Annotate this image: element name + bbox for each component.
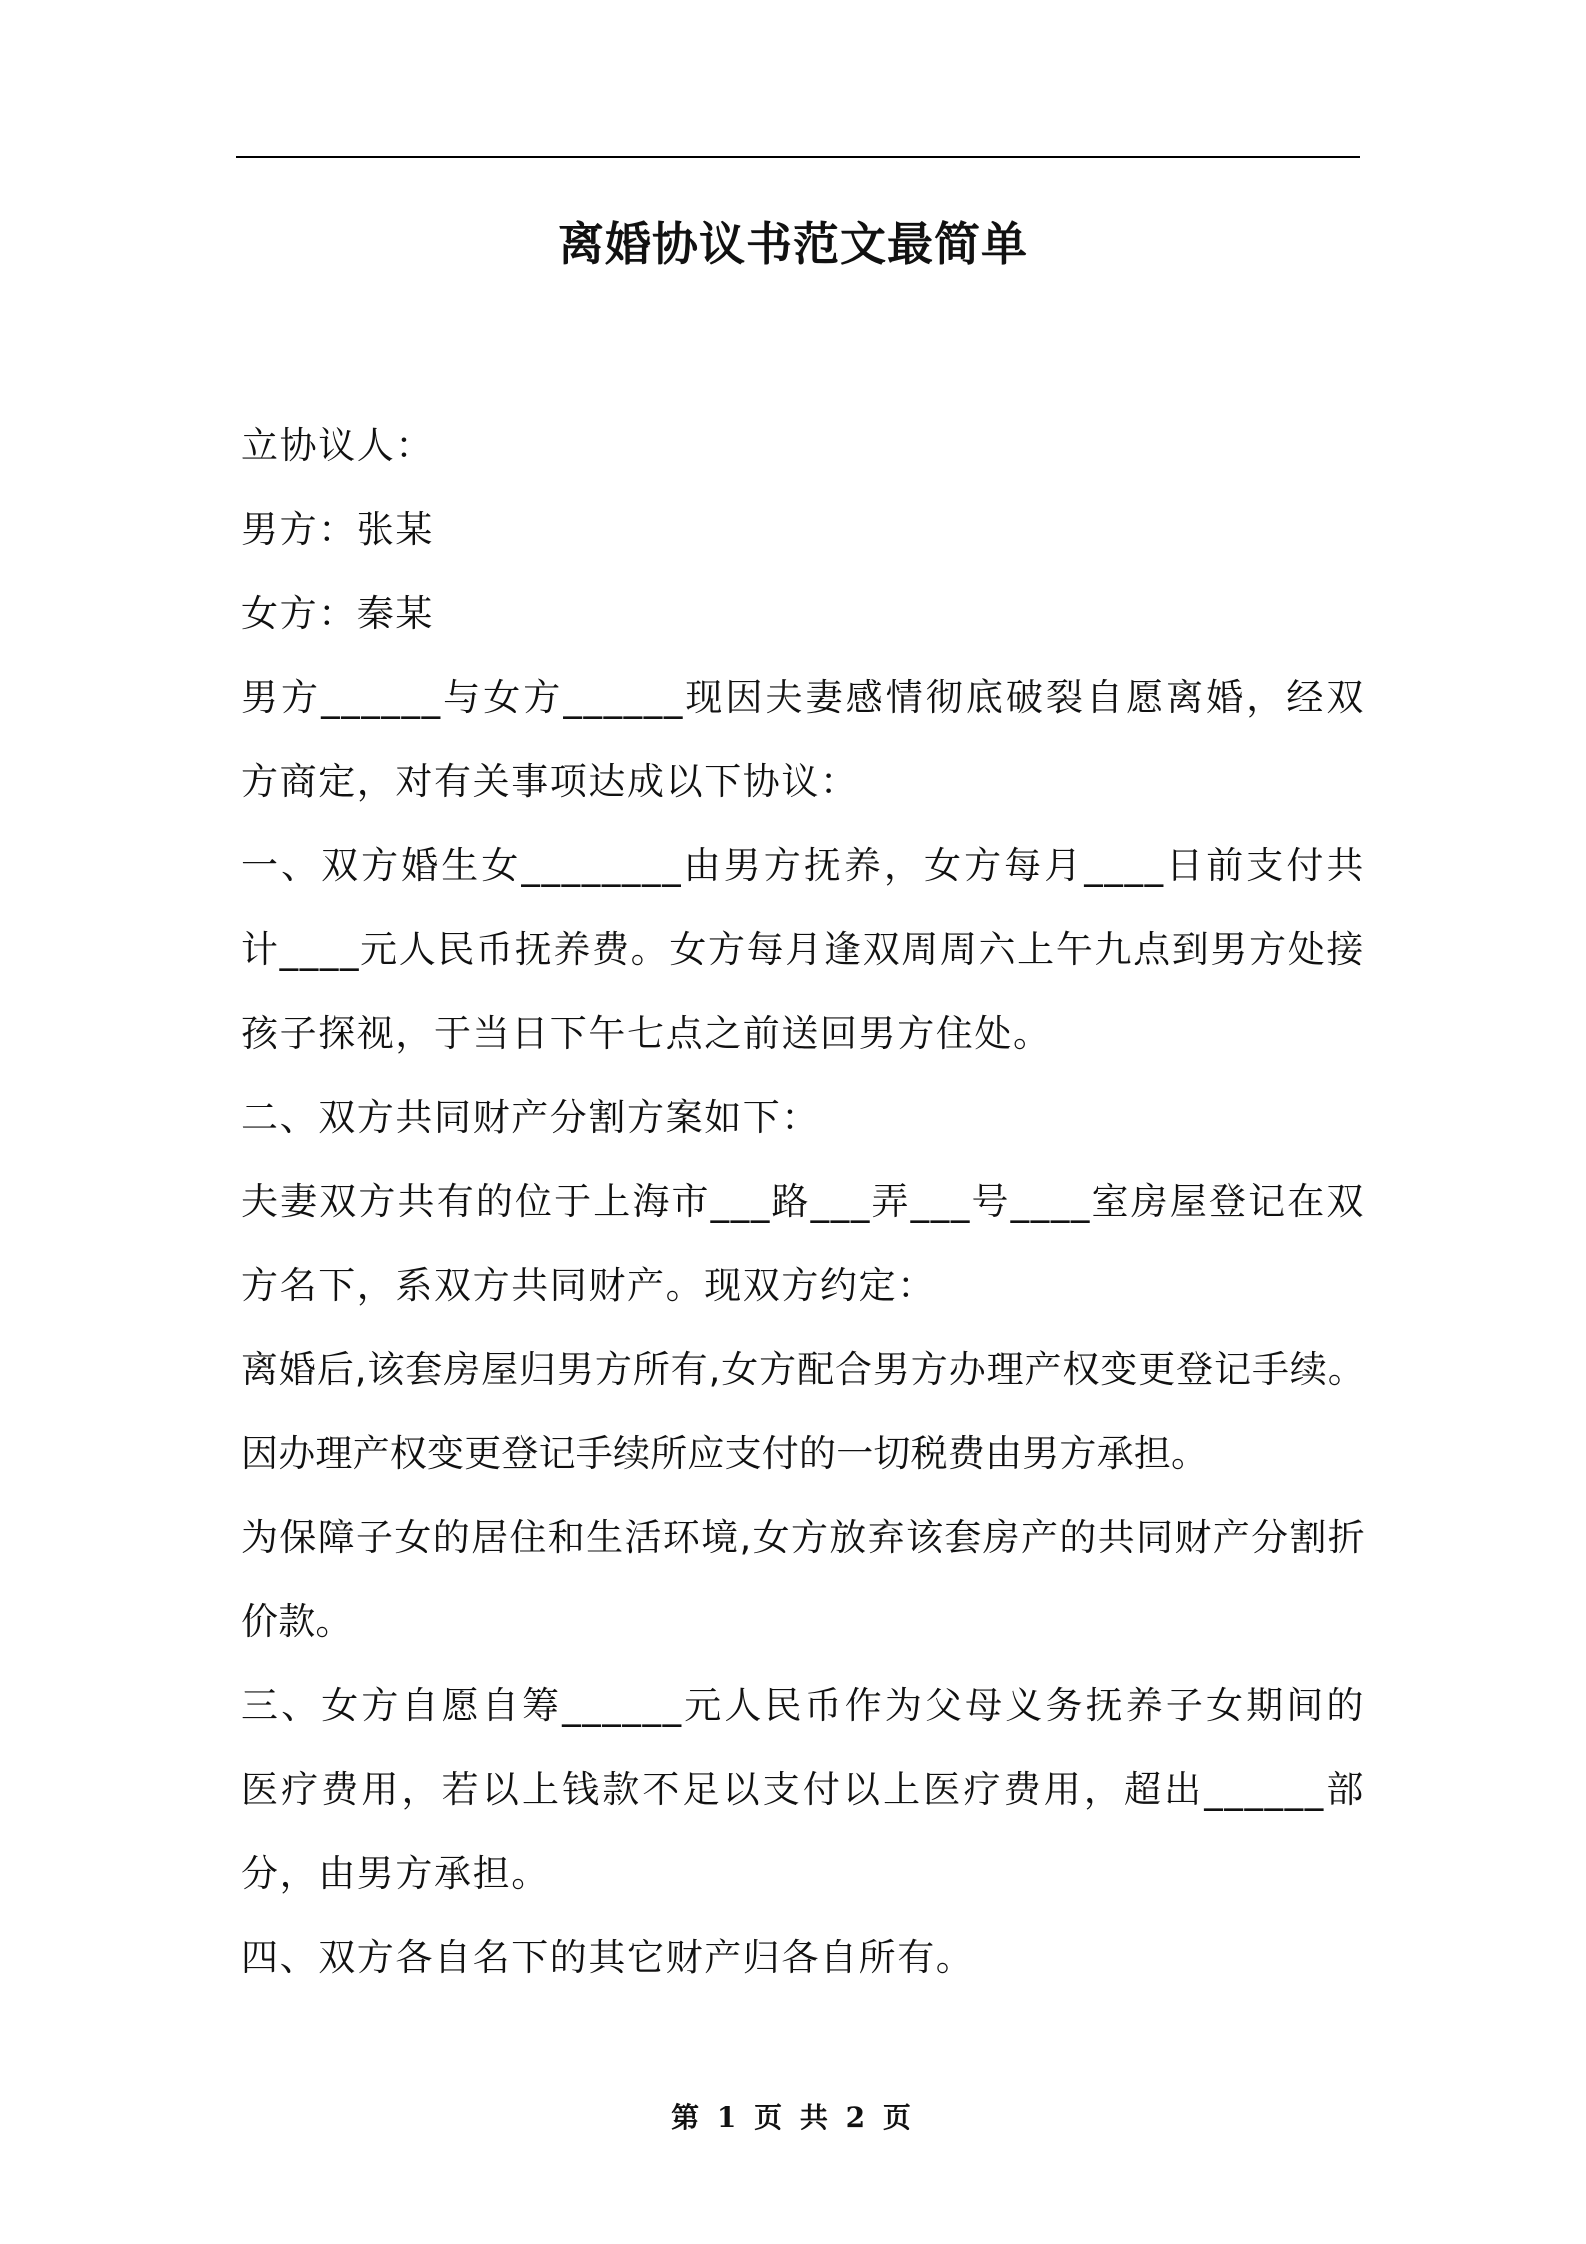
paragraph-male-party: 男方：张某 [241,508,434,551]
paragraph-female-party: 女方：秦某 [241,592,434,635]
header-rule [236,156,1360,158]
paragraph-clause-2-house-ownership: 离婚后,该套房屋归男方所有,女方配合男方办理产权变更登记手续。因办理产权变更登记手续所应支付的一切税费由男方承担。 [241,1348,1365,1475]
paragraph-preamble: 男方______与女方______现因夫妻感情彻底破裂自愿离婚，经双方商定，对有关事项达成以下协议： [241,676,1365,803]
paragraph-parties-heading: 立协议人： [241,424,434,467]
document-body [241,404,1365,2000]
paragraph-clause-3-medical: 三、女方自愿自筹______元人民币作为父母义务抚养子女期间的医疗费用，若以上钱款不足以支付以上医疗费用，超出______部分，由男方承担。 [241,1684,1365,1895]
paragraph-clause-4-other-property: 四、双方各自名下的其它财产归各自所有。 [241,1936,975,1979]
paragraph-clause-2-waiver: 为保障子女的居住和生活环境,女方放弃该套房产的共同财产分割折价款。 [241,1516,1365,1643]
paragraph-clause-2-property: 夫妻双方共有的位于上海市___路___弄___号____室房屋登记在双方名下，系双方共同财产。现双方约定： [241,1180,1365,1307]
document-title: 离婚协议书范文最简单 [558,217,1028,271]
paragraph-clause-1-custody: 一、双方婚生女________由男方抚养，女方每月____日前支付共计____元人民币抚养费。女方每月逢双周周六上午九点到男方处接孩子探视，于当日下午七点之前送回男方住处。 [241,844,1365,1055]
paragraph-clause-2-heading: 二、双方共同财产分割方案如下： [241,1096,820,1139]
page-footer: 第 1 页 共 2 页 [671,2101,915,2134]
